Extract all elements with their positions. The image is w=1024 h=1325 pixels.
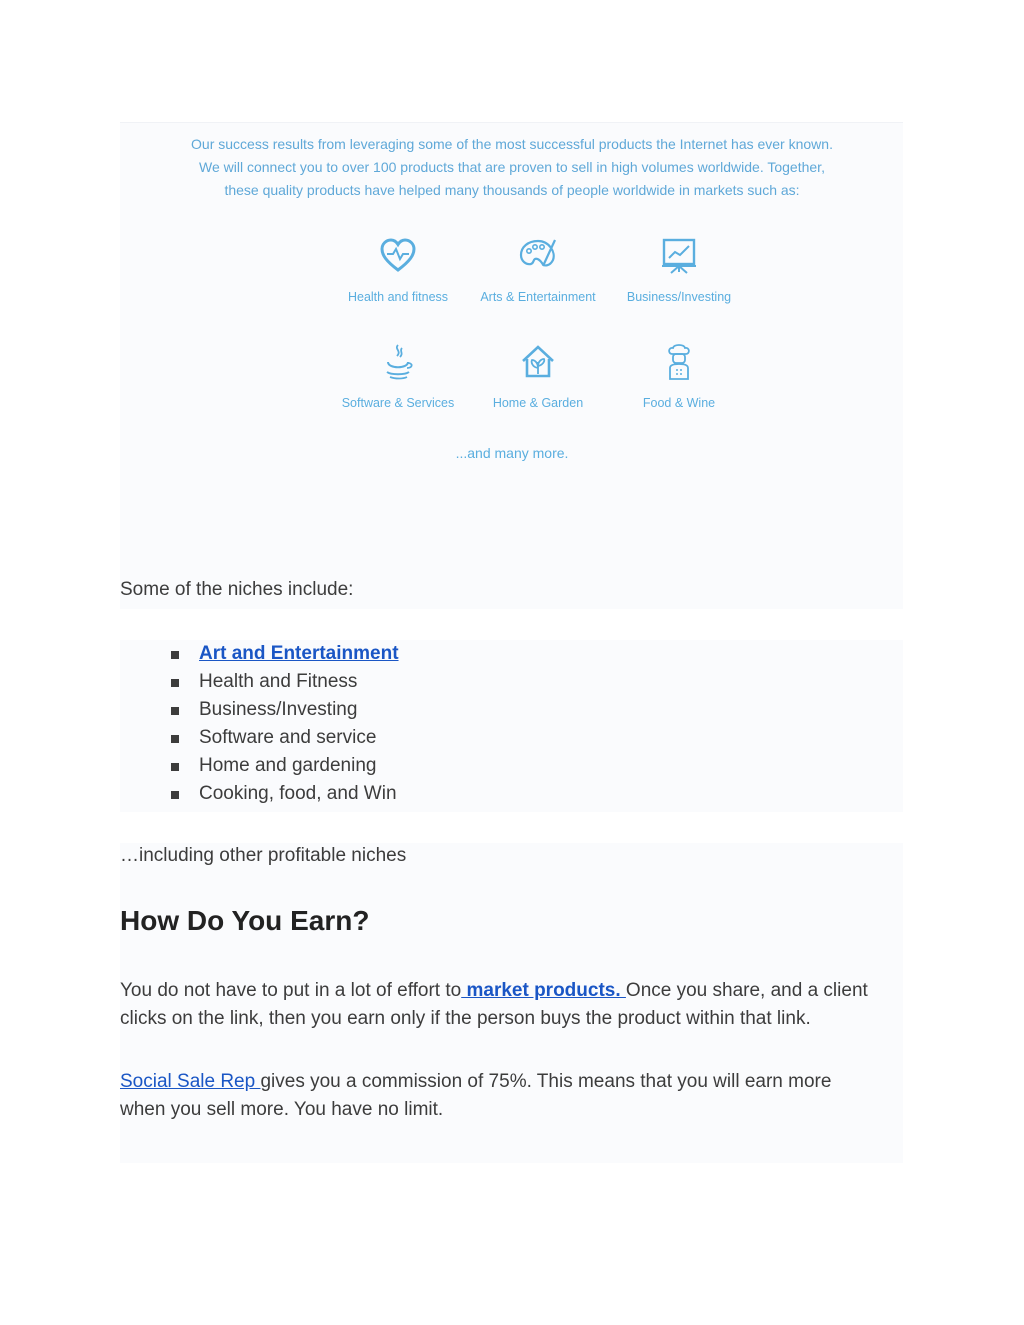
category-label: Business/Investing [626, 290, 732, 304]
list-item-text: Home and gardening [199, 755, 377, 776]
category-label: Software & Services [341, 396, 455, 410]
section-heading: How Do You Earn? [120, 905, 370, 936]
para-text: gives you a commission of 75%. This means that you will earn more [260, 1071, 832, 1092]
java-cup-icon [378, 342, 418, 382]
niches-intro: Some of the niches include: [120, 579, 354, 600]
category-label: Arts & Entertainment [480, 290, 596, 304]
category-label: Health and fitness [347, 290, 449, 304]
paragraph-earn [120, 977, 920, 1033]
intro-line: these quality products have helped many thousands of people worldwide in markets such as: [224, 182, 800, 198]
list-item-text: Health and Fitness [199, 671, 358, 692]
house-leaf-icon [518, 342, 558, 382]
categories-image [120, 122, 903, 609]
category-arts [468, 236, 608, 304]
bullet-icon [171, 791, 179, 799]
market-products-link[interactable]: market products. [461, 980, 626, 1001]
bullet-icon [171, 707, 179, 715]
list-item-text: Business/Investing [199, 699, 358, 720]
list-item-text: Software and service [199, 727, 377, 748]
bullet-icon [171, 679, 179, 687]
para-text: clicks on the link, then you earn only if the person buys the product within that link. [120, 1008, 811, 1029]
category-label: Food & Wine [642, 396, 716, 410]
social-sale-rep-link[interactable]: Social Sale Rep [120, 1071, 261, 1092]
para-text: You do not have to put in a lot of effort to [120, 980, 462, 1001]
list-item [168, 780, 399, 808]
list-item [168, 752, 399, 780]
category-label: Home & Garden [492, 396, 584, 410]
paragraph-commission [120, 1068, 920, 1124]
list-item-text: Cooking, food, and Win [199, 783, 397, 804]
including-other-text: …including other profitable niches [120, 845, 407, 866]
palette-icon [518, 236, 558, 276]
art-entertainment-link[interactable]: Art and Entertainment [199, 643, 399, 664]
bullet-icon [171, 735, 179, 743]
intro-line: Our success results from leveraging some of the most successful products the Internet has ever known. [191, 136, 833, 152]
niches-list [168, 640, 399, 808]
bullet-icon [171, 763, 179, 771]
chef-icon [659, 342, 699, 382]
chart-board-icon [659, 236, 699, 276]
intro-line: We will connect you to over 100 products that are proven to sell in high volumes worldwide. Together, [199, 159, 825, 175]
list-item[interactable] [168, 640, 399, 668]
category-business [609, 236, 749, 304]
para-text: when you sell more. You have no limit. [120, 1099, 444, 1120]
list-item [168, 724, 399, 752]
category-health [328, 236, 468, 304]
list-item [168, 668, 399, 696]
category-software [328, 342, 468, 410]
intro-text [94, 133, 930, 202]
category-home [468, 342, 608, 410]
bullet-icon [171, 651, 179, 659]
heart-pulse-icon [378, 236, 418, 276]
many-more-text: ...and many more. [455, 445, 569, 461]
para-text: Once you share, and a client [625, 980, 868, 1001]
list-item [168, 696, 399, 724]
category-food [609, 342, 749, 410]
